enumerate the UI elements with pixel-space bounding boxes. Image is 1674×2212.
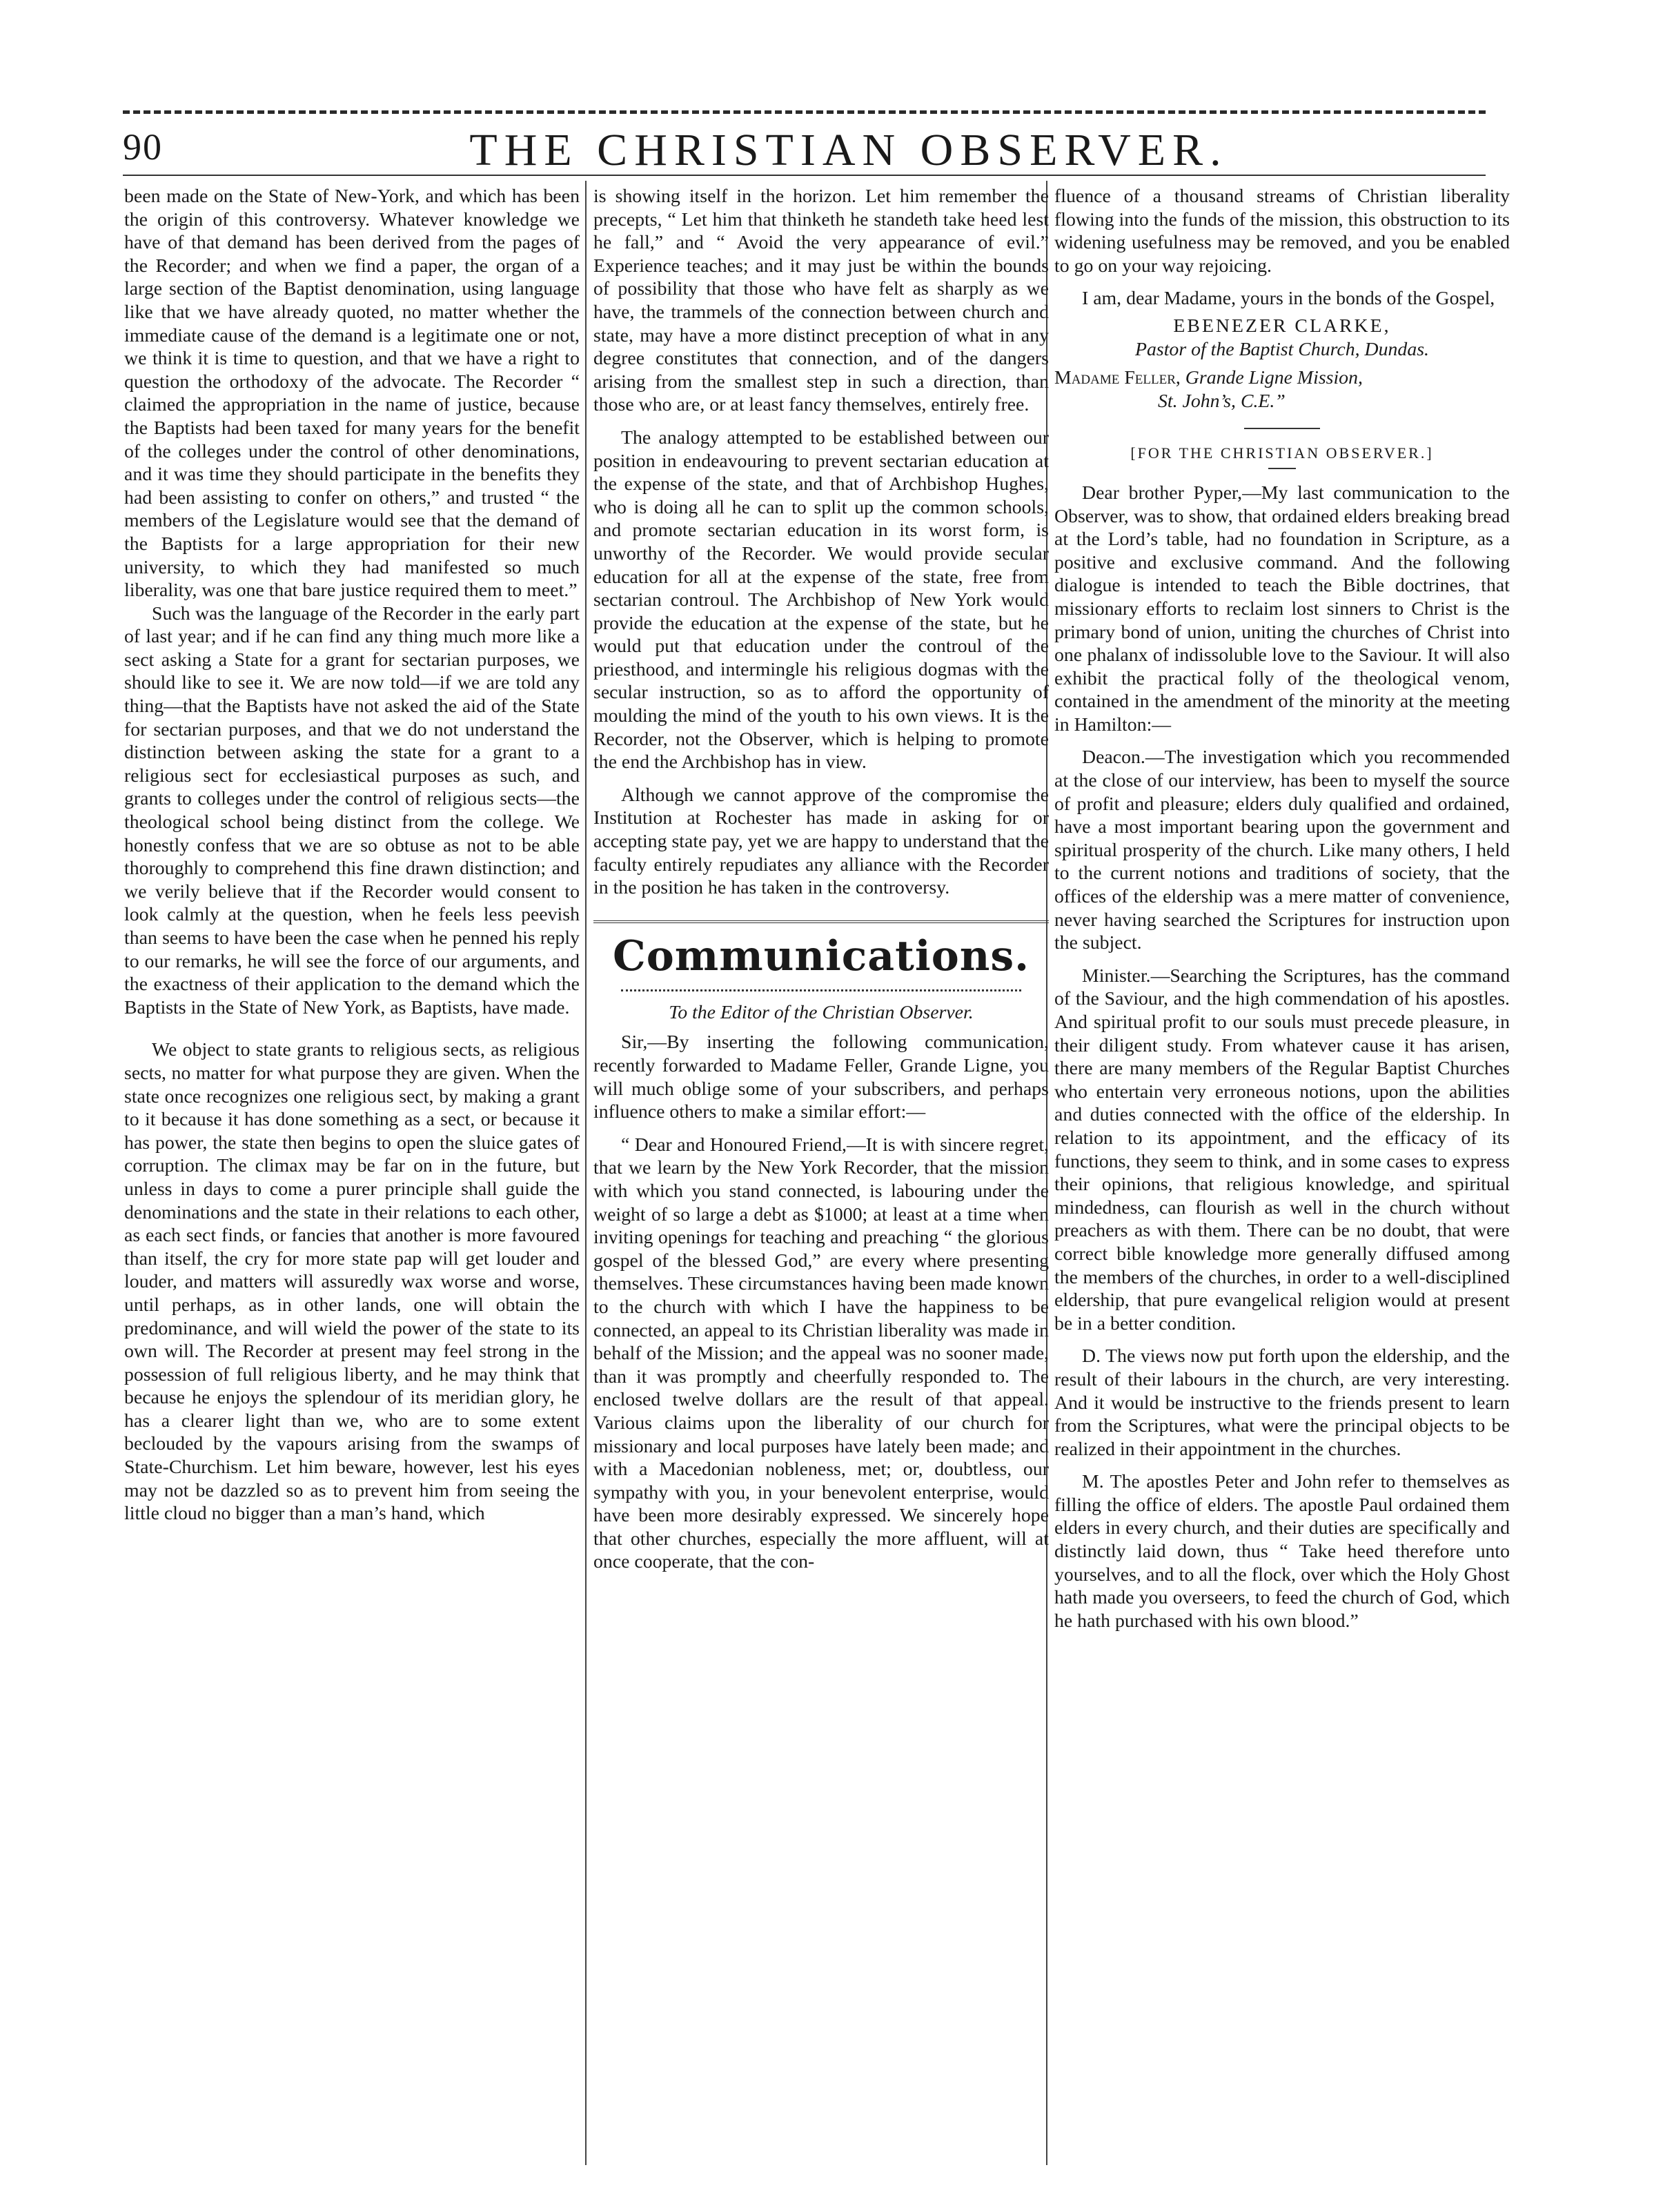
section-double-rule: [593, 920, 1049, 923]
section-ornament-rule: [621, 989, 1021, 991]
letter-signature: EBENEZER CLARKE,: [1173, 315, 1391, 337]
col3-paragraph-2: Dear brother Pyper,—My last communication to the Observer, was to show, that ordained elders breaking bread at the Lord’s table, had no foundation in Scripture, as a positive and exclusive command. And the following dialogue is intended to teach the Bible doctrines, that missionary efforts to reclaim lost sinners to Christ is the primary bond of union, uniting the churches of Christ into one phalanx of indissoluble love to the Saviour. It will also exhibit the practical folly of the theological venom, contained in the amendment of the minority at the meeting in Hamilton:—: [1054, 482, 1510, 735]
col2-paragraph-4: Sir,—By inserting the following communication, recently forwarded to Madame Feller, Grande Ligne, you will much oblige some of your subscribers, and perhaps influence others to make a similar effort:—: [593, 1031, 1049, 1123]
col2-paragraph-3: Although we cannot approve of the compromise the Institution at Rochester has made in asking for or accepting state pay, yet we are happy to understand that the faculty entirely repudiates any alliance with the Recorder in the position he has taken in the controversy.: [593, 784, 1049, 899]
col3-paragraph-1: fluence of a thousand streams of Christian liberality flowing into the funds of the mission, this obstruction to its widening usefulness may be removed, and you be enabled to go on your way rejoicing.: [1054, 186, 1510, 277]
masthead-title: THE CHRISTIAN OBSERVER.: [469, 125, 1228, 175]
signature-title: Pastor of the Baptist Church, Dundas.: [1135, 338, 1429, 360]
top-dashed-rule: [123, 110, 1486, 114]
column-divider-1: [585, 181, 587, 2165]
for-observer-line: [FOR THE CHRISTIAN OBSERVER.]: [1130, 444, 1434, 462]
section-title: Communications.: [612, 931, 1030, 980]
letter-signoff: I am, dear Madame, yours in the bonds of the Gospel,: [1082, 288, 1495, 310]
column-2: [593, 185, 1049, 2165]
col3-paragraph-3: Deacon.—The investigation which you recommended at the close of our interview, has been to myself the source of profit and pleasure; elders duly qualified and ordained, have a most important bearing upon the government and spiritual prosperity of the church. Like many others, I held to the current notions and traditions of society, that the offices of the eldership was a mere matter of convenience, never having searched the Scriptures for instruction upon the subject.: [1054, 747, 1510, 954]
col3-paragraph-5: D. The views now put forth upon the eldership, and the result of their labours in the church, are very interesting. And it would be instructive to the friends present to learn from the Scriptures, what were the principal objects to be realized in their appointment in the churches.: [1054, 1345, 1510, 1460]
addressee-mission: Grande Ligne Mission,: [1185, 367, 1363, 389]
col2-paragraph-5: “ Dear and Honoured Friend,—It is with sincere regret, that we learn by the New York Recorder, that the mission with which you stand connected, is labouring under the weight of so large a debt as $1000; at least at a time when inviting openings for teaching and preaching “ the glorious gospel of the blessed God,” are every where presenting themselves. These circumstances having been made known to the church with which I have the happiness to be connected, an appeal to its Christian liberality was made in behalf of the Mission; and the appeal was no sooner made, than it was promptly and cheerfully responded to. The enclosed twelve dollars are the result of that appeal. Various claims upon the liberality of our church for missionary and local purposes have lately been made; and with a Macedonian nobleness, met; or, doubtless, our sympathy with you, in your benevolent enterprise, would have been more desirably expressed. We sincerely hope that other churches, especially the more affluent, will at once cooperate, that the con-: [593, 1134, 1049, 1573]
col2-paragraph-2: The analogy attempted to be established between our position in endeavouring to prevent sectarian education at the expense of the state, and that of Archbishop Hughes, who is doing all he can to split up the common schools, and promote sectarian education in its worst form, is unworthy of the Recorder. We would provide secular education for all at the expense of the state, free from sectarian controul. The Archbishop of New York would provide the education at the expense of the state, but he would put that education under the controul of the priesthood, and intermingle his religious dogmas with the secular instruction, so as to afford the opportunity of moulding the mind of the youth to his own views. It is the Recorder, not the Observer, which is helping to promote the end the Archbishop has in view.: [593, 426, 1049, 773]
page-number: 90: [123, 126, 163, 168]
tiny-divider-rule: [1268, 468, 1296, 469]
col1-paragraph-3: We object to state grants to religious sects, as religious sects, no matter for what purpose they are given. When the state once recognizes one religious sect, by making a grant to it because it has done something as a sect, or because it has power, the state then begins to open the sluice gates of corruption. The climax may be far on in the future, but unless in days to come a purer principle shall guide the denominations and the state in their relations to each other, as each sect finds, or fancies that another is more favoured than itself, the cry for more state pap will get louder and louder, and matters will assuredly wax worse and worse, until perhaps, as in other lands, one will obtain the predominance, and will wield the power of the state to its own will. The Recorder at present may feel strong in the possession of full religious liberty, and he may think that because he enjoys the splendour of its meridian glory, he has a clearer light than we, who are to some extent beclouded by the vapours arising from the swamps of State-Churchism. Let him beware, however, lest his eyes may not be dazzled so as to prevent him from seeing the little cloud no bigger than a man’s hand, which: [124, 1039, 580, 1525]
col2-paragraph-1: is showing itself in the horizon. Let him remember the precepts, “ Let him that thinketh he standeth take heed lest he fall,” and “ Avoid the very appearance of evil.” Experience teaches; and it may just be within the bounds of possibility that those who have felt as sharply as we have, the trammels of the connection between church and state, may have a more distinct preception of what in any degree constitutes that connection, and of the dangers arising from the smallest step in such a direction, than those who are, or at least fancy themselves, entirely free.: [593, 186, 1049, 416]
column-3: [1054, 185, 1510, 2165]
col3-paragraph-4: Minister.—Searching the Scriptures, has the command of the Saviour, and the high commendation of his apostles. And spiritual profit to our souls must precede pleasure, in their diligent study. From whatever cause it has arisen, there are many members of the Regular Baptist Churches who entertain very erroneous notions, upon the abilities and duties connected with the office of the eldership. In relation to its appointment, and the efficacy of its functions, they seem to think, and in some cases to express their opinions, that religious knowledge, and spiritual mindedness, can flourish as well in the church without preachers as with them. There can be no doubt, that were correct bible knowledge more generally diffused among the members of the churches, in order to a well-disciplined eldership, that pure evangelical religion would at present be in a better condition.: [1054, 965, 1510, 1334]
addressee-name: Madame Feller,: [1054, 367, 1181, 389]
col1-paragraph-1: been made on the State of New-York, and which has been the origin of this controversy. Whatever knowledge we have of that demand has been derived from the pages of the Recorder; and when we find a paper, the organ of a large section of the Baptist denomination, using language like that we have already quoted, no matter whether the immediate cause of the demand is a legitimate one or not, we think it is time to question, and that we have a right to question the orthodoxy of the advocate. The Recorder “ claimed the appropriation in the name of justice, because the Baptists had been taxed for many years for the benefit of the colleges under the control of other denominations, and it was time they should participate in the benefits they had been assisting to confer on others,” and trusted “ the members of the Legislature would see that the demand of the Baptists for a large appropriation for their new university, to which they had manifested so much liberality, was one that bare justice required them to meet.”: [124, 186, 580, 602]
header-rule: [123, 175, 1486, 176]
letter-addressee: [1054, 366, 1510, 390]
editor-address-line: To the Editor of the Christian Observer.: [669, 1001, 974, 1023]
col1-paragraph-2: Such was the language of the Recorder in the early part of last year; and if he can find any thing much more like a sect asking a State for a grant for sectarian purposes, we should like to see it. We are now told—if we are told any thing—that the Baptists have not asked the aid of the State for sectarian purposes, and that we do not understand the distinction between asking the state for a grant to a religious sect for ecclesiastical purposes as such, and grants to colleges under the control of religious sects—the theological school being distinct from the college. We honestly confess that we are so obtuse as not to be able thoroughly to comprehend this fine drawn distinction; and we verily believe that if the Recorder would consent to look calmly at the question, when he feels less peevish than seems to have been the case when he penned his reply to our remarks, he will see the force of our arguments, and the exactness of their application to the demand which the Baptists in the State of New York, as Baptists, have made.: [124, 602, 580, 1018]
column-1: [124, 185, 580, 2165]
short-divider-rule: [1244, 428, 1320, 429]
col3-paragraph-6: M. The apostles Peter and John refer to themselves as filling the office of elders. The apostle Paul ordained them elders in every church, and their duties are specifically and distinctly laid down, thus “ Take heed therefore unto yourselves, and to all the flock, over which the Holy Ghost hath made you overseers, to feed the church of God, which he hath purchased with his own blood.”: [1054, 1471, 1510, 1632]
addressee-place: St. John’s, C.E.”: [1158, 390, 1286, 412]
